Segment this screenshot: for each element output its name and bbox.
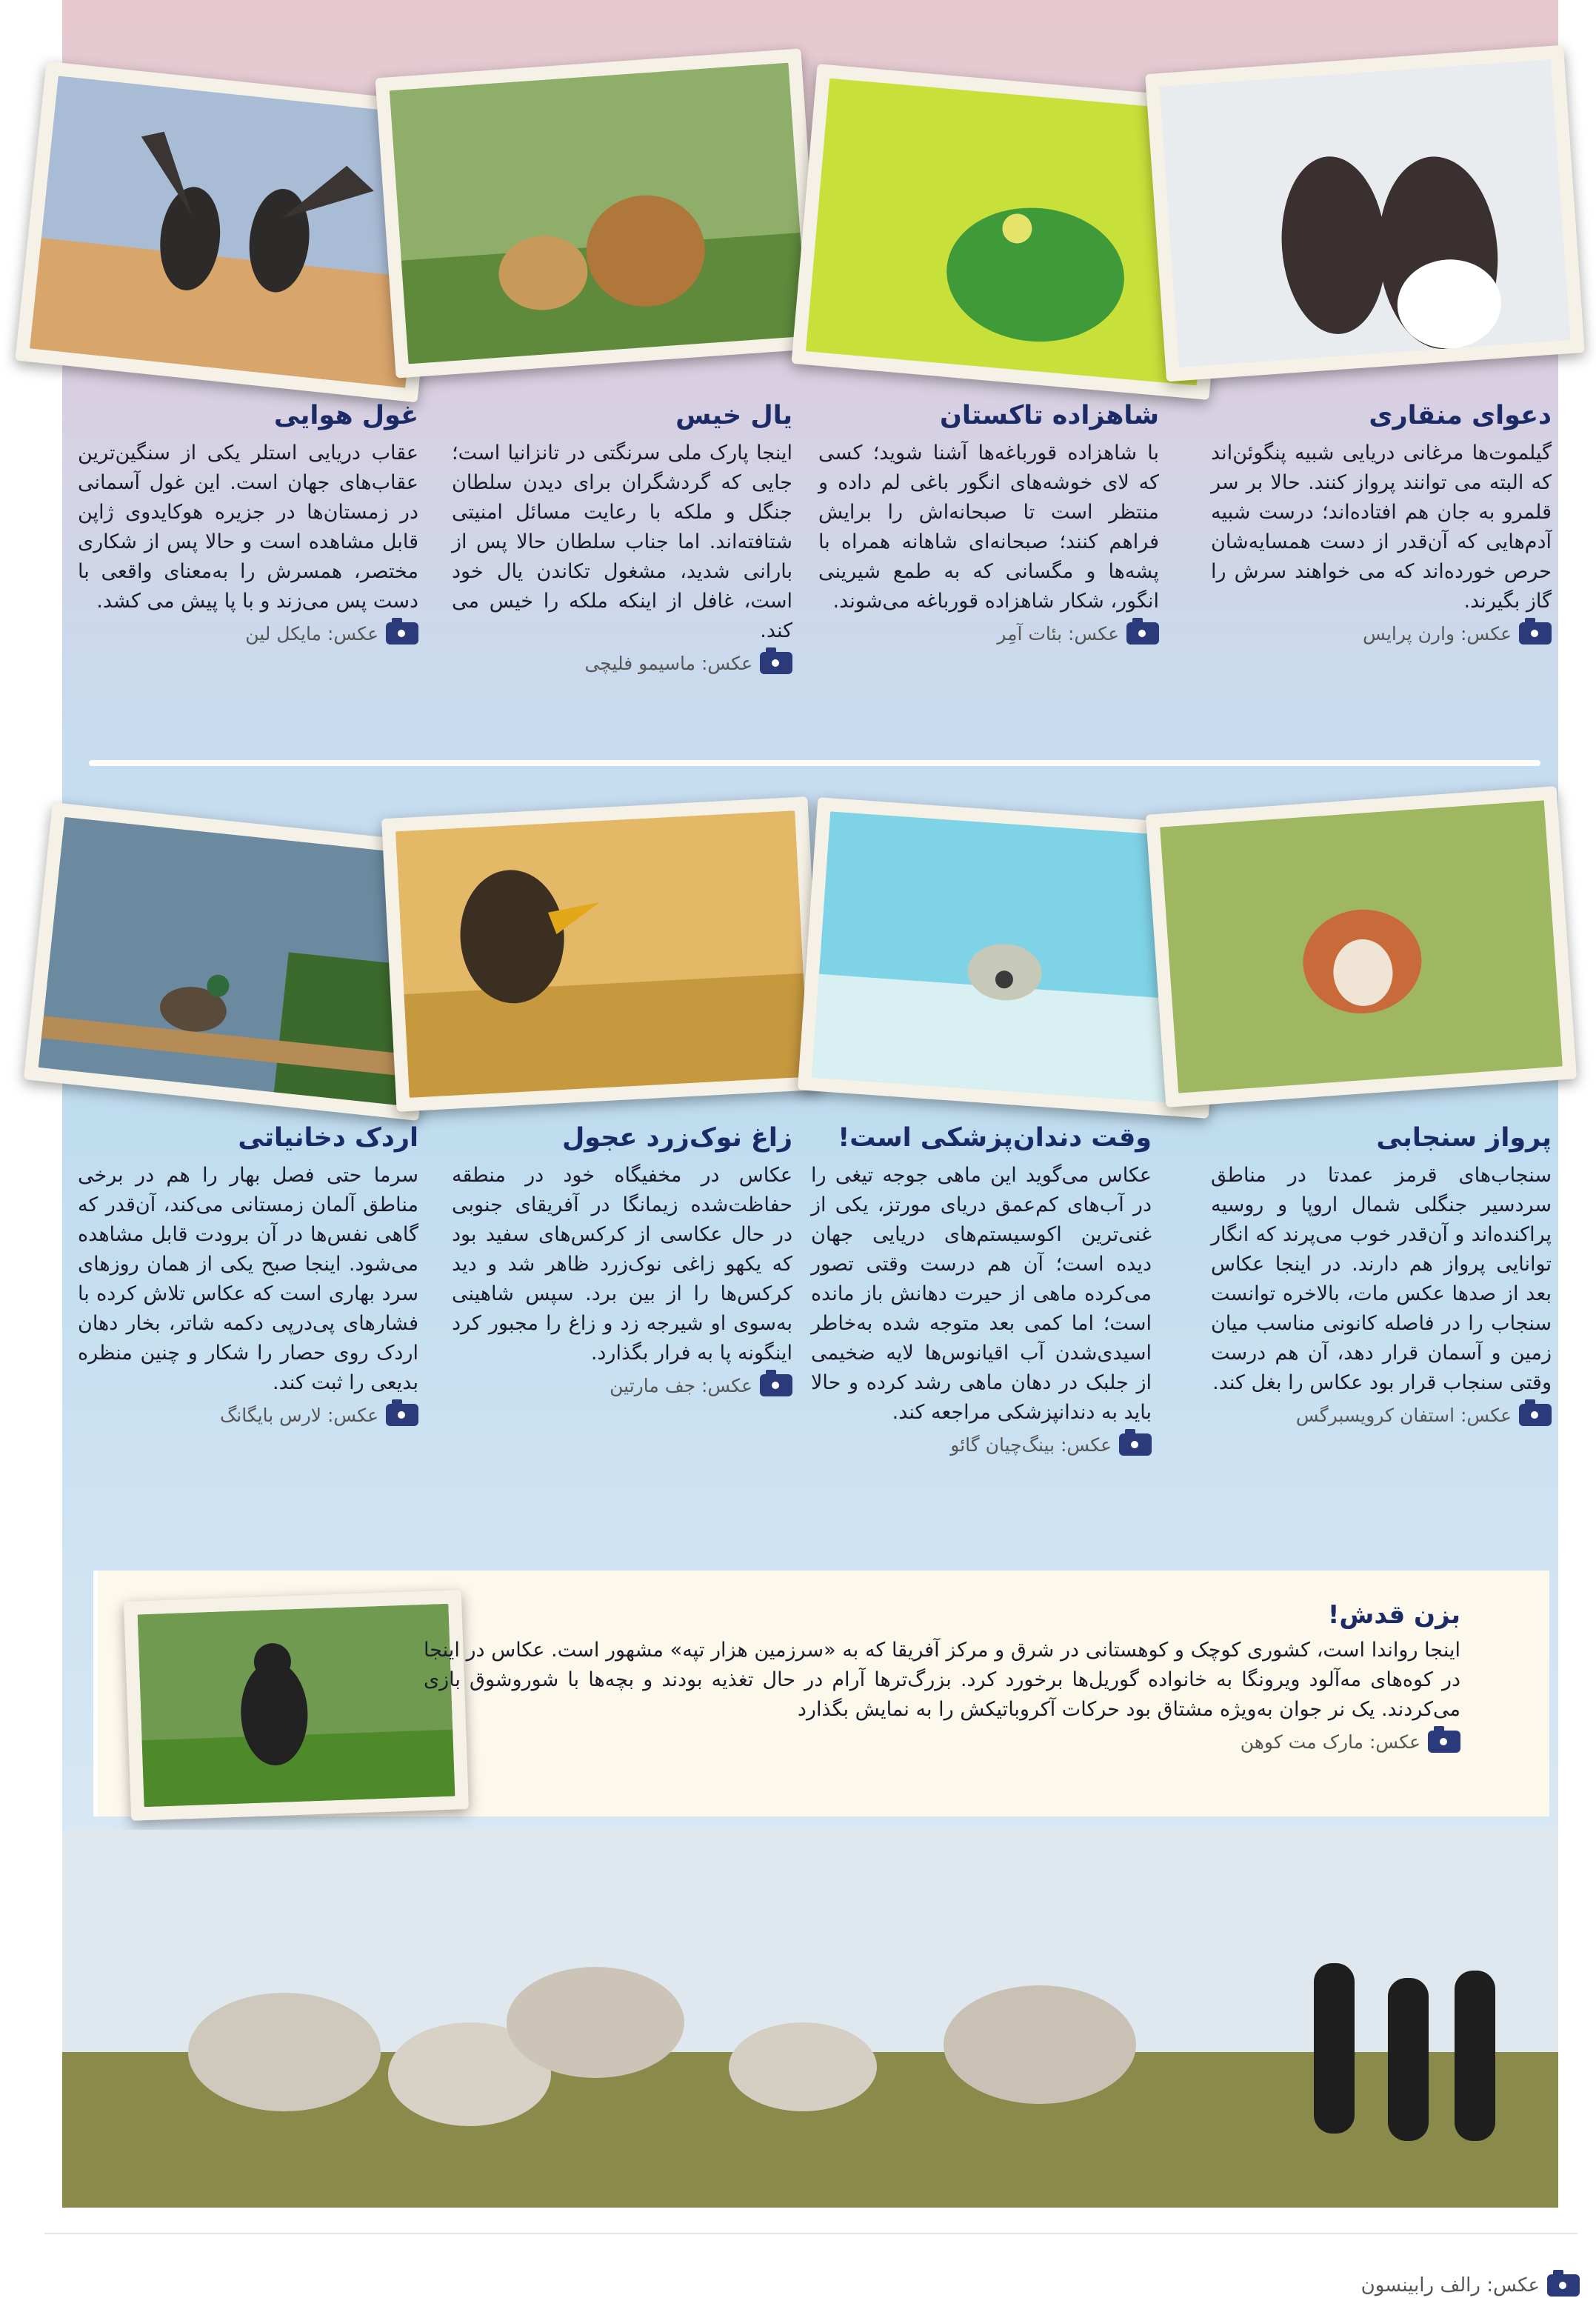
box-title: بزن قدش!: [1327, 1600, 1460, 1630]
article-squirrel: [1211, 1122, 1552, 1426]
article-text: اینجا پارک ملی سرنگتی در تانزانیا است؛ جایی که گردشگران برای دیدن سلطان جنگل و ملکه با رعایت مسائل امنیتی شتافته‌اند. اما جناب سلطان حالا پس از بارانی شدید، مشغول تکاندن یال خود است، غافل از اینکه ملکه را خیس می کند.: [452, 442, 792, 642]
camera-icon: [1519, 1404, 1552, 1426]
eagles-image: [30, 76, 434, 387]
photo-guillemots: [1145, 45, 1585, 382]
camera-icon: [1547, 2274, 1580, 2297]
lions-image: [390, 63, 807, 364]
photo-squirrel: [1146, 786, 1577, 1108]
article-duck: [78, 1122, 418, 1426]
article-guillemots: [1211, 400, 1552, 645]
guillemots-image: [1159, 59, 1570, 367]
box-article: [424, 1600, 1460, 1753]
footer-line: [44, 2233, 1577, 2234]
photo-credit: عکس: استفان کرویسبرگس: [1295, 1404, 1512, 1426]
duck-image: [39, 817, 433, 1106]
article-title: دعوای منقاری: [1369, 401, 1552, 430]
article-lions: [452, 400, 792, 674]
photo-credit: عکس: بینگ‌چیان گائو: [950, 1433, 1112, 1456]
camera-icon: [1428, 1731, 1460, 1753]
photo-credit: عکس: لارس بایگانگ: [219, 1404, 378, 1426]
camera-icon: [1126, 622, 1159, 645]
photo-gorilla: [124, 1590, 469, 1821]
article-title: اردک دخانیاتی: [238, 1123, 418, 1153]
article-frog: [818, 400, 1159, 645]
camera-icon: [760, 652, 792, 674]
article-text: سرما حتی فصل بهار را هم در برخی مناطق آلمان زمستانی می‌کند، آن‌قدر که گاهی نفس‌ها در آن برودت قابل مشاهده می‌شود. اینجا صبح یکی از همان روزهای سرد بهاری است که عکاس تلاش کرده با فشارهای پی‌درپی دکمه شاتر، بخار دهان اردک روی حصار را شکار و چنین منظره بدیعی را ثبت کند.: [78, 1164, 418, 1394]
camera-icon: [1519, 622, 1552, 645]
hornbill-image: [395, 810, 809, 1098]
article-title: شاهزاده تاکستان: [940, 401, 1159, 430]
article-title: غول هوایی: [273, 401, 418, 430]
photo-credit: عکس: وارن پرایس: [1363, 622, 1512, 645]
section-divider: [89, 760, 1540, 766]
article-text: عکاس می‌گوید این ماهی جوجه تیغی را در آب‌های کم‌عمق دریای مورتز، یکی از غنی‌ترین اکوسیستم‌های دریایی جهان دیده است؛ آن هم درست وقتی تصور می‌کرده ماهی از حیرت دهانش باز مانده است؛ اما کمی بعد متوجه شده به‌خاطر اسیدی‌شدن آب اقیانوس‌ها لایه ضخیمی از جلبک در دهان ماهی رشد کرده و حالا باید به دندانپزشکی مراجعه کند.: [811, 1164, 1152, 1424]
footer-credit: [1361, 2274, 1580, 2297]
photo-lions: [375, 48, 822, 378]
article-text: با شاهزاده قورباغه‌ها آشنا شوید؛ کسی که لای خوشه‌های انگور باغی لم داده و منتظر است تا صبحانه‌اش را برایش فراهم کنند؛ صبحانه‌ای شاهانه همراه با پشه‌ها و مگسانی که به طمع شیرینی انگور، شکار شاهزاده قورباغه می‌شوند.: [818, 442, 1159, 613]
photo-credit: عکس: رالف رابینسون: [1360, 2274, 1540, 2297]
article-pufferfish: [811, 1122, 1152, 1456]
camera-icon: [386, 622, 418, 645]
article-text: سنجاب‌های قرمز عمدتا در مناطق سردسیر جنگلی شمال اروپا و روسیه پراکنده‌اند و آن‌قدر خوب می‌پرند که انگار توانایی پرواز هم دارند. در اینجا عکاس بعد از صدها عکس مات، بالاخره توانست سنجاب را در فاصله کانونی مناسب میان زمین و آسمان قرار دهد، آن هم درست وقتی سنجاب قرار بود عکاس را بغل کند.: [1211, 1164, 1552, 1394]
photo-hornbill: [381, 796, 823, 1112]
article-hornbill: [452, 1122, 792, 1396]
gorilla-image: [138, 1604, 455, 1807]
photo-credit: عکس: جف مارتین: [610, 1374, 752, 1396]
photo-sheep-penguins: [62, 1830, 1558, 2208]
article-title: وقت دندان‌پزشکی است!: [838, 1123, 1152, 1153]
article-text: عقاب دریایی استلر یکی از سنگین‌ترین عقاب‌های جهان است. این غول آسمانی در زمستان‌ها در جزیره هوکایدوی ژاپن قابل مشاهده است و حالا پس از شکاری مختصر، همسرش را به‌معنای واقعی با دست پس می‌زند و با پا پیش می کشد.: [78, 442, 418, 613]
gorilla-box: [93, 1571, 1549, 1816]
camera-icon: [760, 1374, 792, 1396]
article-title: پرواز سنجابی: [1376, 1123, 1552, 1153]
camera-icon: [1119, 1433, 1152, 1456]
article-text: گیلموت‌ها مرغانی دریایی شبیه پنگوئن‌اند که البته می توانند پرواز کنند. حالا بر سر قلمرو به جان هم افتاده‌اند؛ درست شبیه آدم‌هایی که آن‌قدر از دست همسایه‌شان حرص خورده‌اند که می خواهند سرش را گاز بگیرند.: [1211, 442, 1552, 613]
photo-credit: عکس: مارک مت کوهن: [1240, 1731, 1420, 1753]
photo-credit: عکس: ماسیمو فلیچی: [584, 652, 752, 674]
box-text: اینجا رواندا است، کشوری کوچک و کوهستانی در شرق و مرکز آفریقا که به «سرزمین هزار تپه» مشهور است. عکاس در اینجا در کوه‌های مه‌آلود ویرونگا به خانواده گوریل‌ها برخورد کرد. بزرگ‌ترها آرام در حال تغذیه بودند و بچه‌ها با شوروشوق بازی می‌کردند. یک نر جوان به‌ویژه مشتاق بود حرکات آکروباتیکش را به نمایش بگذارد: [424, 1639, 1460, 1721]
photo-credit: عکس: بئات آمِر: [997, 622, 1119, 645]
camera-icon: [386, 1404, 418, 1426]
article-title: زاغ نوک‌زرد عجول: [561, 1123, 792, 1153]
article-title: یال خیس: [675, 401, 792, 430]
article-eagles: [78, 400, 418, 645]
squirrel-image: [1160, 800, 1563, 1093]
article-text: عکاس در مخفیگاه خود در منطقه حفاظت‌شده زیمانگا در آفریقای جنوبی در حال عکاسی از کرکس‌های سفید بود که یکهو زاغی نوک‌زرد ظاهر شد و دید کرکس‌ها را از بین برد. سپس شاهینی به‌سوی او شیرجه زد و زاغ را مجبور کرد اینگونه پا به فرار بگذارد.: [452, 1164, 792, 1365]
photo-credit: عکس: مایکل لین: [245, 622, 378, 645]
